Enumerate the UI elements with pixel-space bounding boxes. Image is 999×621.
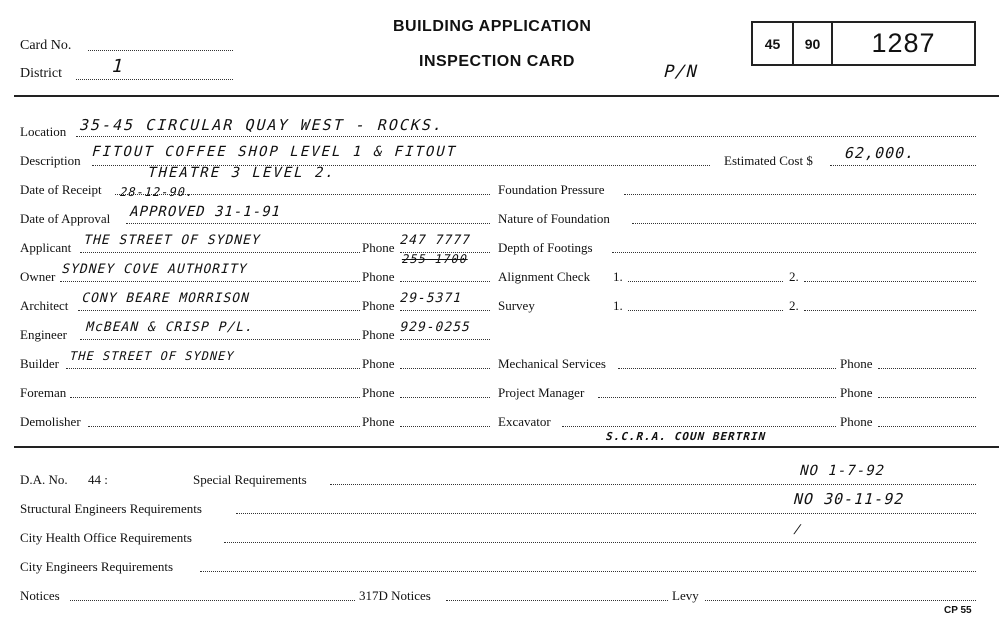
excavator-label: Excavator — [498, 414, 551, 429]
da-no-label: D.A. No. — [20, 472, 68, 487]
file-box-c: 1287 — [871, 28, 936, 58]
special-requirements-field[interactable] — [330, 484, 976, 485]
location-value: 35-45 CIRCULAR QUAY WEST - ROCKS. — [77, 116, 447, 134]
structural-requirements-label: Structural Engineers Requirements — [20, 501, 202, 516]
handwritten-mark: P/N — [661, 62, 701, 82]
location-label: Location — [20, 124, 67, 139]
demolisher-label: Demolisher — [20, 414, 81, 429]
architect-phone-field[interactable] — [400, 310, 490, 311]
engineer-field[interactable] — [80, 339, 360, 340]
estimated-cost-field[interactable] — [830, 165, 976, 166]
form-code: CP 55 — [944, 605, 972, 616]
city-engineers-requirements-label: City Engineers Requirements — [20, 559, 174, 574]
date-approval-field[interactable] — [126, 223, 490, 224]
location-field[interactable] — [76, 136, 976, 137]
survey-label: Survey — [498, 298, 535, 313]
architect-field[interactable] — [78, 310, 360, 311]
date-receipt-label: Date of Receipt — [20, 182, 102, 197]
handwritten-footer-note: S.C.R.A. COUN BERTRIN — [604, 430, 768, 443]
owner-label: Owner — [20, 269, 56, 284]
city-engineers-requirements-field[interactable] — [200, 571, 976, 572]
estimated-cost-label: Estimated Cost $ — [724, 153, 813, 168]
survey-num-1: 1. — [613, 298, 623, 313]
description-value: FITOUT COFFEE SHOP LEVEL 1 & FITOUT — [90, 144, 460, 160]
architect-phone-label: Phone — [362, 298, 395, 313]
applicant-phone-label: Phone — [362, 240, 395, 255]
file-box-a: 45 — [753, 23, 794, 64]
divider-top — [14, 95, 999, 97]
file-number-box — [751, 21, 976, 66]
alignment-check-label: Alignment Check — [498, 269, 591, 284]
builder-label: Builder — [20, 356, 59, 371]
depth-footings-label: Depth of Footings — [498, 240, 593, 255]
mechanical-services-label: Mechanical Services — [498, 356, 606, 371]
builder-field[interactable] — [66, 368, 360, 369]
architect-value: CONY BEARE MORRISON — [80, 291, 252, 306]
depth-footings-field[interactable] — [612, 252, 976, 253]
mechanical-phone-field[interactable] — [878, 368, 976, 369]
alignment-num-1: 1. — [613, 269, 623, 284]
estimated-cost-value: 62,000. — [842, 144, 918, 162]
notices-317d-label: 317D Notices — [359, 588, 431, 603]
excavator-phone-field[interactable] — [878, 426, 976, 427]
nature-foundation-label: Nature of Foundation — [498, 211, 610, 226]
alignment-field-2[interactable] — [804, 281, 976, 282]
mechanical-services-field[interactable] — [618, 368, 836, 369]
engineer-phone-label: Phone — [362, 327, 395, 342]
date-approval-value: APPROVED 31-1-91 — [128, 204, 283, 220]
applicant-phone-value: 247 7777 — [398, 233, 473, 248]
title-line1: BUILDING APPLICATION — [393, 18, 592, 35]
date-approval-label: Date of Approval — [20, 211, 111, 226]
applicant-field[interactable] — [80, 252, 360, 253]
owner-phone-label: Phone — [362, 269, 395, 284]
description-label: Description — [20, 153, 81, 168]
excavator-phone-label: Phone — [840, 414, 873, 429]
district-field[interactable] — [76, 79, 233, 80]
foreman-field[interactable] — [70, 397, 360, 398]
applicant-label: Applicant — [20, 240, 72, 255]
builder-value: THE STREET OF SYDNEY — [68, 349, 237, 363]
project-manager-label: Project Manager — [498, 385, 585, 400]
owner-phone-value: 255 1700 — [400, 252, 470, 266]
date-receipt-value: 28-12-90. — [118, 185, 196, 199]
survey-field-1[interactable] — [628, 310, 783, 311]
notices-label: Notices — [20, 588, 60, 603]
da-no-value: 44 : — [88, 472, 108, 487]
district-value: 1 — [109, 56, 127, 77]
applicant-value: THE STREET OF SYDNEY — [82, 233, 263, 248]
engineer-phone-value: 929-0255 — [398, 320, 473, 335]
health-requirements-field[interactable] — [224, 542, 976, 543]
owner-field[interactable] — [60, 281, 360, 282]
owner-phone-field[interactable] — [400, 281, 490, 282]
project-manager-phone-field[interactable] — [878, 397, 976, 398]
builder-phone-label: Phone — [362, 356, 395, 371]
foreman-phone-field[interactable] — [400, 397, 490, 398]
builder-phone-field[interactable] — [400, 368, 490, 369]
engineer-phone-field[interactable] — [400, 339, 490, 340]
special-requirements-value: NO 1-7-92 — [798, 463, 887, 479]
alignment-field-1[interactable] — [628, 281, 783, 282]
demolisher-phone-field[interactable] — [400, 426, 490, 427]
engineer-value: McBEAN & CRISP P/L. — [84, 320, 256, 335]
alignment-num-2: 2. — [789, 269, 799, 284]
demolisher-phone-label: Phone — [362, 414, 395, 429]
health-requirements-value: / — [792, 522, 804, 536]
owner-value: SYDNEY COVE AUTHORITY — [60, 262, 250, 277]
survey-num-2: 2. — [789, 298, 799, 313]
nature-foundation-field[interactable] — [632, 223, 976, 224]
description-value-2: THEATRE 3 LEVEL 2. — [146, 165, 338, 181]
demolisher-field[interactable] — [88, 426, 360, 427]
architect-label: Architect — [20, 298, 69, 313]
divider-bottom — [14, 446, 999, 448]
card-no-field[interactable] — [88, 50, 233, 51]
structural-requirements-field[interactable] — [236, 513, 976, 514]
project-manager-field[interactable] — [598, 397, 836, 398]
survey-field-2[interactable] — [804, 310, 976, 311]
levy-label: Levy — [672, 588, 699, 603]
foundation-pressure-label: Foundation Pressure — [498, 182, 605, 197]
project-manager-phone-label: Phone — [840, 385, 873, 400]
foreman-phone-label: Phone — [362, 385, 395, 400]
district-label: District — [20, 66, 62, 81]
special-requirements-label: Special Requirements — [193, 472, 307, 487]
foreman-label: Foreman — [20, 385, 67, 400]
structural-requirements-value: NO 30-11-92 — [791, 490, 907, 508]
card-no-label: Card No. — [20, 38, 72, 53]
notices-field[interactable] — [70, 600, 355, 601]
foundation-pressure-field[interactable] — [624, 194, 976, 195]
mechanical-phone-label: Phone — [840, 356, 873, 371]
file-box-b: 90 — [794, 23, 833, 64]
excavator-field[interactable] — [562, 426, 836, 427]
title-line2: INSPECTION CARD — [419, 53, 575, 70]
levy-field[interactable] — [705, 600, 976, 601]
health-requirements-label: City Health Office Requirements — [20, 530, 192, 545]
notices-317d-field[interactable] — [446, 600, 668, 601]
architect-phone-value: 29-5371 — [398, 291, 464, 306]
engineer-label: Engineer — [20, 327, 67, 342]
